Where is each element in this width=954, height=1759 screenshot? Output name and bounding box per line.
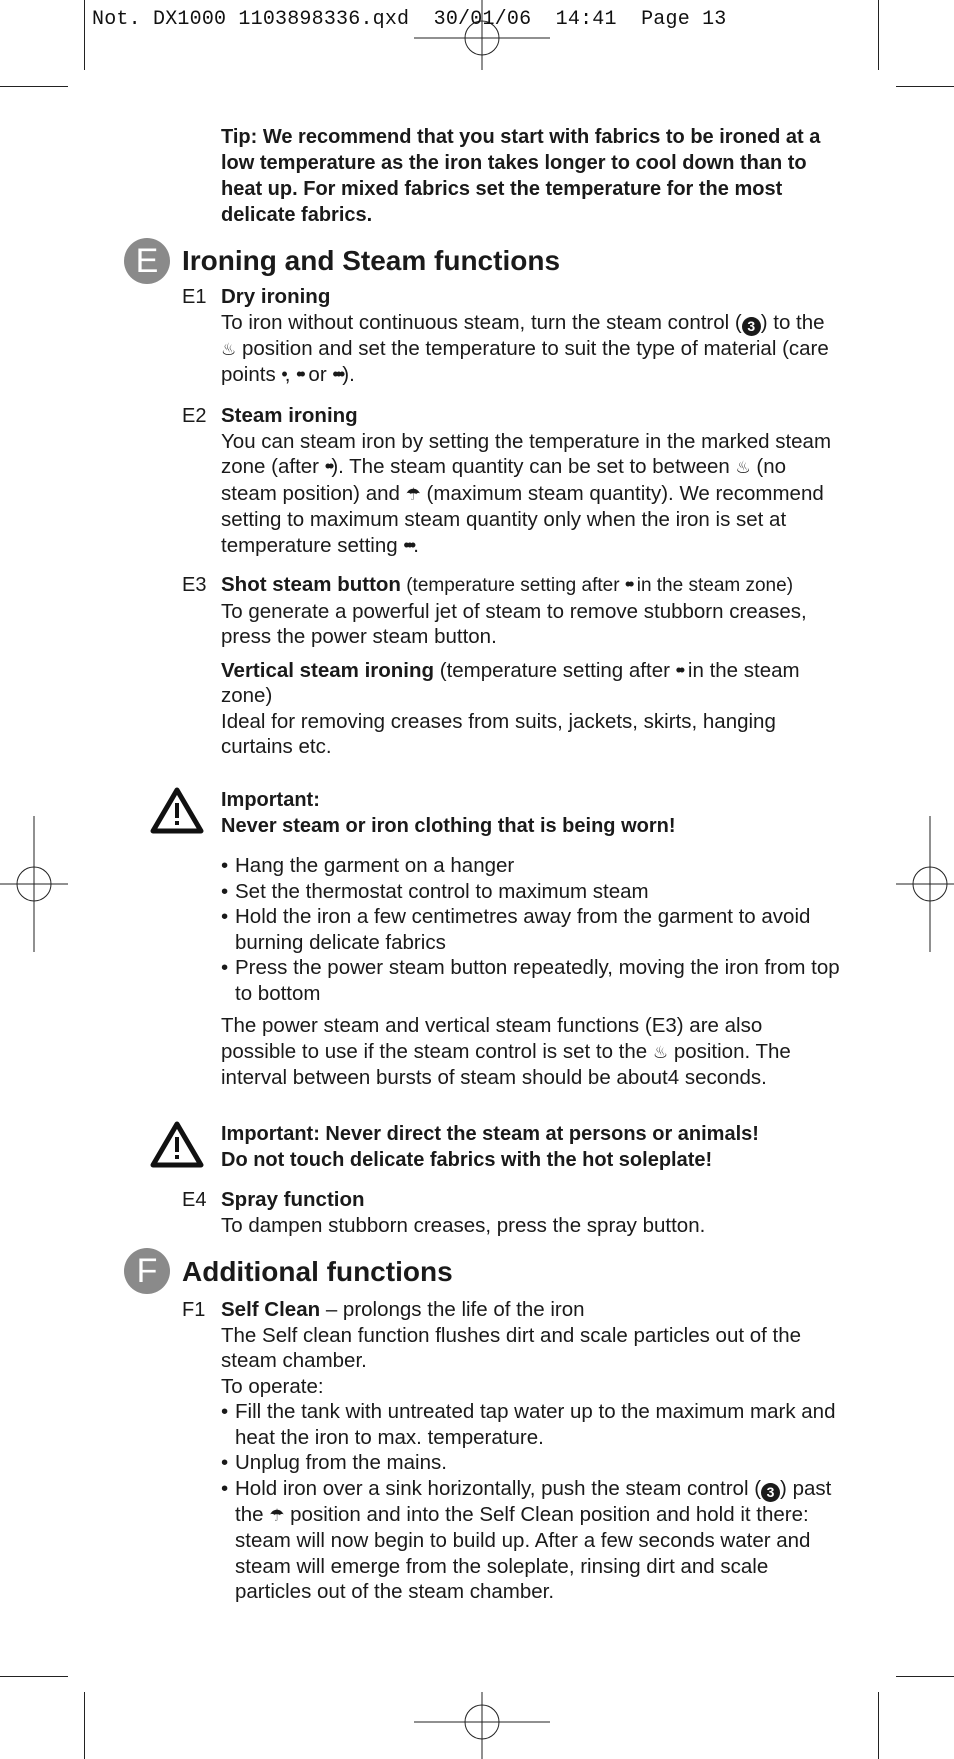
- crop-mark: [84, 1692, 85, 1759]
- f1-text: The Self clean function flushes dirt and scale particles out of the steam chamber.: [221, 1323, 802, 1372]
- self-clean-steps: [221, 1399, 841, 1605]
- warning-triangle-icon: [150, 1120, 204, 1168]
- no-steam-icon: ♨: [735, 458, 751, 477]
- e1-block: [221, 284, 841, 388]
- warning-1-text: Important: Never steam or iron clothing that is being worn!: [221, 789, 676, 837]
- crop-mark: [896, 86, 954, 87]
- care-point-dots: ••: [324, 456, 332, 476]
- crop-mark: [84, 0, 85, 70]
- care-point-dots: •••: [332, 364, 343, 384]
- steam-functions-note: The power steam and vertical steam functions (E3) are also possible to use if the steam control is set to the ♨ position. The interval between bursts of steam should be about4 seconds.: [221, 1014, 791, 1089]
- care-point-dots: ••: [624, 574, 632, 594]
- list-item: • Set the thermostat control to maximum steam: [221, 879, 841, 905]
- e3-text: To generate a powerful jet of steam to remove stubborn creases, press the power steam button.: [221, 599, 807, 648]
- crop-mark: [896, 1676, 954, 1677]
- registration-mark-right: [896, 816, 954, 952]
- e4-text: To dampen stubborn creases, press the spray button.: [221, 1213, 706, 1237]
- max-steam-icon: ☂: [269, 1505, 285, 1525]
- e3-heading: Shot steam button (temperature setting after •• in the steam zone): [221, 573, 794, 596]
- list-item: • Hold iron over a sink horizontally, push the steam control ( 3 ) past the ☂ position and into the Self Clean position and hold it there: steam will now begin to build up. After a few seconds water and steam will emerge from the soleplate, rinsing dirt and scale particles out of the steam chamber.: [221, 1476, 841, 1605]
- warning-triangle-icon: [150, 786, 204, 834]
- e2-block: [221, 403, 841, 558]
- control-number-icon: 3: [761, 1483, 780, 1502]
- list-item: • Press the power steam button repeatedly, moving the iron from top to bottom: [221, 955, 841, 1006]
- crop-mark: [0, 1676, 68, 1677]
- list-item: • Hang the garment on a hanger: [221, 853, 841, 879]
- care-point-dots: •: [281, 364, 285, 384]
- section-e-title: Ironing and Steam functions: [182, 245, 561, 276]
- e3-block: [221, 572, 841, 760]
- e3-number: E3: [182, 574, 207, 596]
- list-item: • Unplug from the mains.: [221, 1450, 841, 1476]
- f1-number: F1: [182, 1299, 206, 1321]
- e4-block: [221, 1187, 841, 1238]
- care-point-dots: •••: [403, 534, 414, 555]
- e4-title: Spray function: [221, 1188, 365, 1211]
- f1-block: [221, 1297, 841, 1605]
- e2-number: E2: [182, 405, 207, 427]
- list-item: • Fill the tank with untreated tap water up to the maximum mark and heat the iron to max. temperature.: [221, 1399, 841, 1450]
- e2-title: Steam ironing: [221, 404, 358, 427]
- vertical-steam-heading: Vertical steam ironing (temperature setting after •• in the steam zone): [221, 658, 800, 707]
- registration-mark-left: [0, 816, 68, 952]
- care-point-dots: ••: [675, 659, 683, 680]
- section-e-badge: E: [124, 238, 170, 284]
- tip-text: Tip: We recommend that you start with fabrics to be ironed at a low temperature as the iron takes longer to cool down than to heat up. For mixed fabrics set the temperature for the most delicate fabrics.: [221, 126, 821, 226]
- e1-text: To iron without continuous steam, turn the steam control ( 3 ) to the ♨ position and set the temperature to suit the type of material (care points •, •• or •••).: [221, 310, 829, 386]
- crop-mark: [0, 86, 68, 87]
- e2-text: You can steam iron by setting the temperature in the marked steam zone (after ••). The steam quantity can be set to between ♨ (no steam position) and ☂ (maximum steam quantity). We recommend setting to maximum steam quantity only when the iron is set at temperature setting •••.: [221, 429, 832, 557]
- no-steam-icon: ♨: [652, 1042, 669, 1062]
- e1-number: E1: [182, 286, 207, 308]
- crop-mark: [878, 0, 879, 70]
- control-number-icon: 3: [742, 317, 761, 336]
- no-steam-icon: ♨: [221, 339, 237, 359]
- registration-mark-bottom: [414, 1692, 550, 1759]
- warning-2-text: Important: Never direct the steam at persons or animals! Do not touch delicate fabrics with the hot soleplate!: [221, 1123, 759, 1171]
- list-item: • Hold the iron a few centimetres away from the garment to avoid burning delicate fabrics: [221, 904, 841, 955]
- section-f-title: Additional functions: [182, 1256, 453, 1287]
- crop-mark: [878, 1692, 879, 1759]
- section-f-badge: F: [124, 1248, 170, 1294]
- print-header: Not. DX1000 1103898336.qxd 30/01/06 14:41 Page 13: [92, 8, 727, 31]
- vertical-steam-steps: [221, 853, 841, 1006]
- max-steam-icon: ☂: [405, 484, 421, 504]
- f1-operate: To operate:: [221, 1374, 324, 1398]
- care-point-dots: ••: [296, 364, 303, 384]
- f1-heading: Self Clean – prolongs the life of the iron: [221, 1298, 585, 1321]
- e1-title: Dry ironing: [221, 285, 331, 308]
- e4-number: E4: [182, 1189, 207, 1211]
- vertical-steam-text: Ideal for removing creases from suits, jackets, skirts, hanging curtains etc.: [221, 709, 776, 758]
